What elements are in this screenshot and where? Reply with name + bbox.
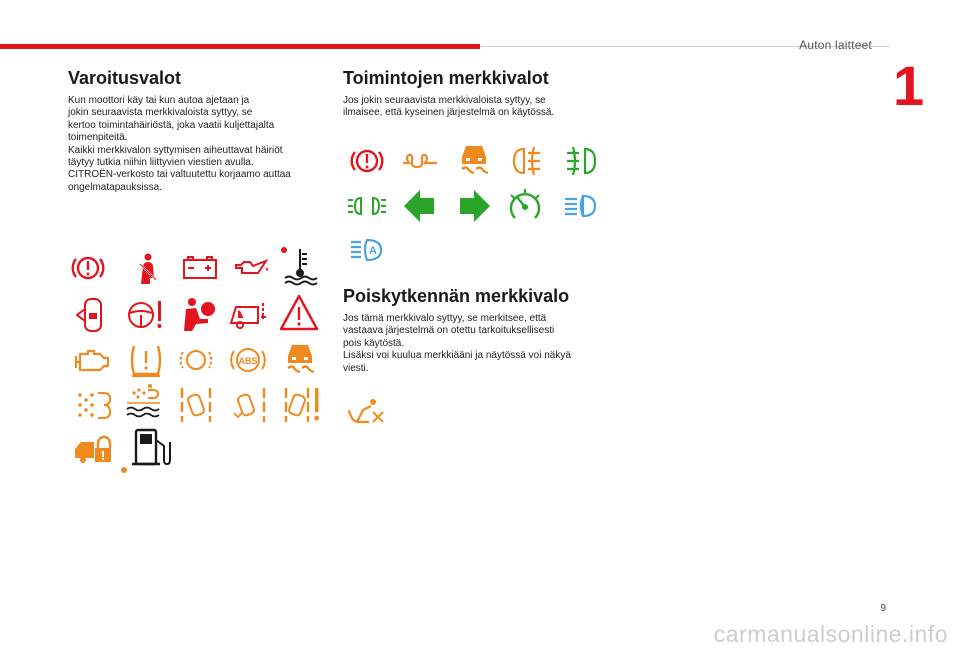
passenger-airbag-off-icon bbox=[345, 392, 385, 432]
brake-lamp-icon bbox=[347, 141, 387, 181]
rear-fog-icon bbox=[508, 141, 548, 181]
text-line: vastaava järjestelmä on otettu tarkoituksellisesti bbox=[343, 325, 555, 337]
function-lamps-text bbox=[343, 95, 593, 120]
text-line: ilmaisee, että kyseinen järjestelmä on käytössä. bbox=[343, 107, 555, 119]
chapter-number: 1 bbox=[893, 54, 925, 117]
anti-theft-icon bbox=[72, 430, 112, 470]
brake-pads-icon bbox=[176, 340, 216, 380]
sidelights-icon bbox=[347, 186, 387, 226]
tyre-pressure-icon bbox=[126, 340, 166, 380]
section-title-function-lamps: Toimintojen merkkivalot bbox=[343, 68, 549, 88]
left-indicator-icon bbox=[400, 186, 440, 226]
section-title-warning-lamps: Varoitusvalot bbox=[68, 68, 182, 88]
dipped-beam-icon bbox=[561, 186, 601, 226]
text-line: kertoo toimintahäiriöstä, joka vaatii kuljettajalta bbox=[68, 119, 275, 131]
glow-plug-icon bbox=[400, 141, 440, 181]
auto-high-beam-icon bbox=[347, 231, 387, 271]
text-line: CITROËN-verkosto tai valtuutettu korjaamo auttaa bbox=[68, 169, 291, 181]
text-line: Kun moottori käy tai kun autoa ajetaan ja bbox=[68, 95, 250, 106]
diesel-filter-icon bbox=[74, 385, 114, 425]
hazard-triangle-icon bbox=[279, 293, 319, 333]
section-title-deactivation-lamps: Poiskytkennän merkkivalo bbox=[343, 286, 570, 306]
svg-text:ABS: ABS bbox=[238, 356, 258, 366]
door-open-icon bbox=[74, 295, 114, 335]
text-line: Lisäksi voi kuulua merkkiääni ja näytössä voi näkyä bbox=[343, 350, 571, 362]
trailer-warning-icon bbox=[228, 295, 268, 335]
text-line: Jos jokin seuraavista merkkivaloista syttyy, se bbox=[343, 95, 546, 106]
text-line: viesti. bbox=[343, 362, 369, 374]
driver-attention-icon bbox=[282, 385, 322, 425]
text-line: toimenpiteitä. bbox=[68, 132, 128, 144]
front-fog-icon bbox=[561, 141, 601, 181]
abs-icon bbox=[228, 340, 268, 380]
text-line: Jos tämä merkkivalo syttyy, se merkitsee, että bbox=[343, 313, 547, 324]
warning-lamps-text bbox=[68, 95, 328, 194]
svg-text:A: A bbox=[369, 245, 377, 257]
lane-departure-icon bbox=[176, 385, 216, 425]
seatbelt-icon bbox=[126, 248, 166, 288]
brake-warning-icon bbox=[68, 248, 108, 288]
cruise-control-icon bbox=[505, 186, 545, 226]
text-line: ongelmatapauksissa. bbox=[68, 181, 162, 193]
text-line: pois käytöstä. bbox=[343, 337, 405, 349]
coolant-temperature-icon bbox=[280, 246, 320, 286]
text-line: Kaikki merkkivalon syttymisen aiheuttavat häiriöt bbox=[68, 144, 283, 156]
esp-icon bbox=[280, 338, 320, 378]
blind-spot-icon bbox=[228, 385, 268, 425]
airbag-icon bbox=[178, 295, 218, 335]
page-number: 9 bbox=[880, 603, 886, 614]
engine-icon bbox=[72, 340, 112, 380]
adblue-icon bbox=[124, 382, 164, 422]
right-indicator-icon bbox=[454, 186, 494, 226]
fuel-icon bbox=[116, 426, 172, 476]
oil-pressure-icon bbox=[232, 248, 272, 288]
battery-icon bbox=[180, 248, 220, 288]
watermark: carmanualsonline.info bbox=[713, 621, 948, 647]
chapter-title: Auton laitteet bbox=[799, 38, 872, 52]
text-line: jokin seuraavista merkkivaloista syttyy, se bbox=[68, 107, 253, 119]
text-line: täytyy tutkia niihin liittyvien viestien avulla. bbox=[68, 157, 254, 169]
header-accent-bar bbox=[0, 44, 480, 49]
deactivation-lamps-text bbox=[343, 313, 598, 375]
esp-active-icon bbox=[454, 139, 494, 179]
steering-warning-icon bbox=[125, 295, 165, 335]
